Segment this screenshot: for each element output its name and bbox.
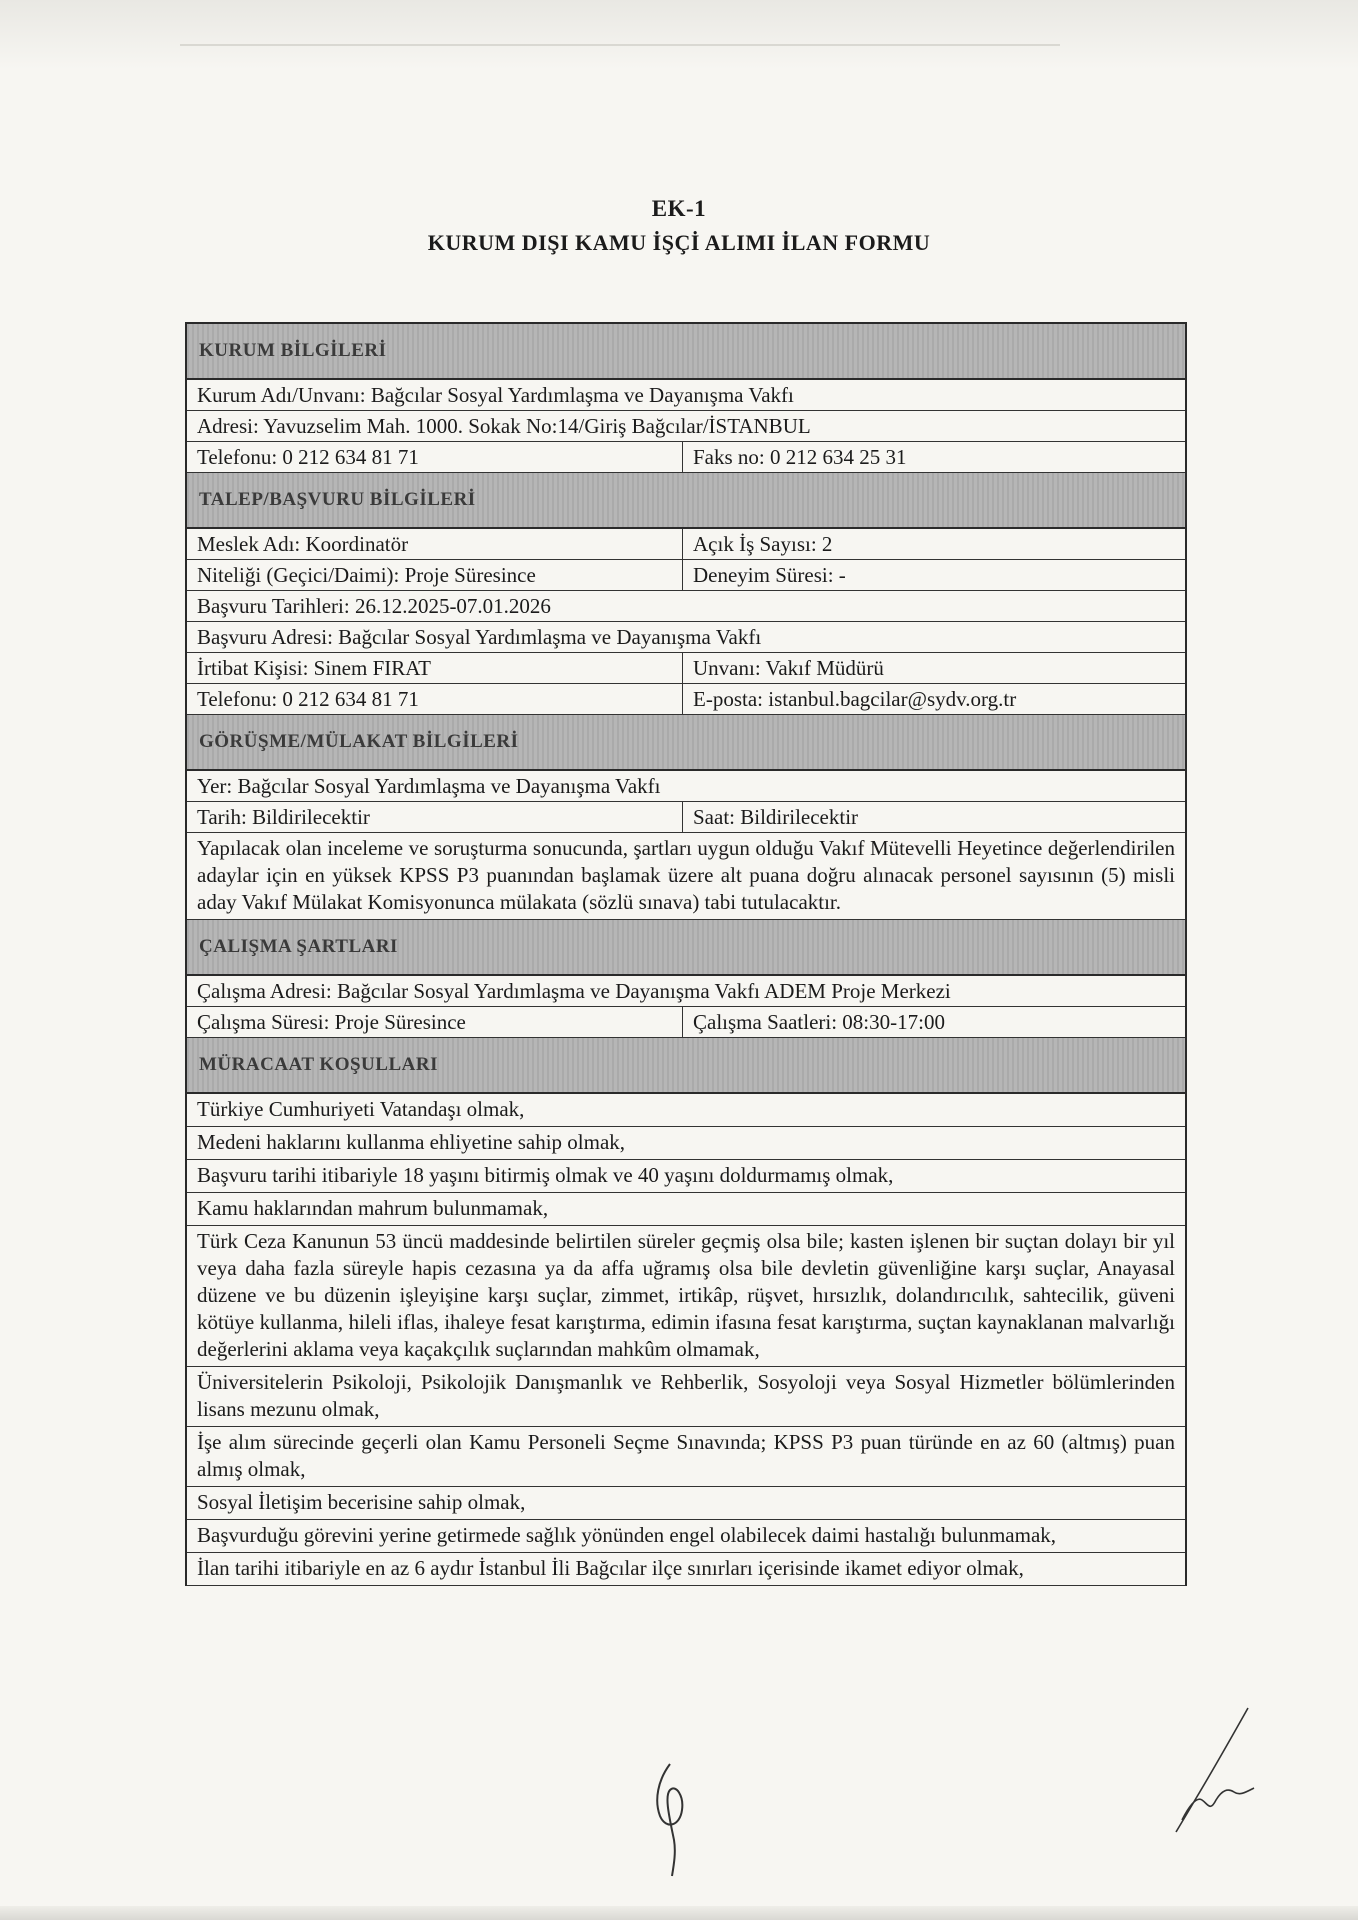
form-row-apply-address	[187, 622, 1185, 653]
condition-item: Kamu haklarından mahrum bulunmamak,	[187, 1193, 1185, 1226]
institution-name: Kurum Adı/Unvanı: Bağcılar Sosyal Yardımlaşma ve Dayanışma Vakfı	[197, 383, 794, 407]
section-header-muracaat: MÜRACAAT KOŞULLARI	[187, 1038, 1185, 1094]
contact-email: E-posta: istanbul.bagcilar@sydv.org.tr	[693, 687, 1017, 711]
experience-duration: Deneyim Süresi: -	[693, 563, 846, 587]
institution-fax: Faks no: 0 212 634 25 31	[693, 445, 907, 469]
job-nature: Niteliği (Geçici/Daimi): Proje Süresince	[187, 560, 683, 590]
condition-item: Medeni haklarını kullanma ehliyetine sahip olmak,	[187, 1127, 1185, 1160]
condition-item: Türk Ceza Kanunun 53 üncü maddesinde belirtilen süreler geçmiş olsa bile; kasten işlenen bir suçtan dolayı bir yıl veya daha fazla süreyle hapis cezasına ya da affa uğramış olsa bile devletin güvenliğine karşı suçlar, Anayasal düzene ve bu düzenin işleyişine karşı suçlar, zimmet, irtikâp, rüşvet, hırsızlık, dolandırıcılık, sahtecilik, güveni kötüye kullanma, hileli iflas, ihaleye fesat karıştırma, edimin ifasına fesat karıştırma, suçtan kaynaklanan malvarlığı değerlerini aklama veya kaçakçılık suçlarından mahkûm olmamak,	[187, 1226, 1185, 1367]
section-header-kurum: KURUM BİLGİLERİ	[187, 324, 1185, 380]
scan-artifact-line	[180, 44, 1060, 46]
condition-item: Türkiye Cumhuriyeti Vatandaşı olmak,	[187, 1094, 1185, 1127]
work-hours: Çalışma Saatleri: 08:30-17:00	[693, 1010, 945, 1034]
condition-item: İlan tarihi itibariyle en az 6 aydır İstanbul İli Bağcılar ilçe sınırları içerisinde ikamet ediyor olmak,	[187, 1553, 1185, 1586]
form-row-institution-address	[187, 411, 1185, 442]
interview-date: Tarih: Bildirilecektir	[187, 802, 683, 832]
form-row-dates	[187, 591, 1185, 622]
section-header-calisma: ÇALIŞMA ŞARTLARI	[187, 920, 1185, 976]
open-positions: Açık İş Sayısı: 2	[693, 532, 833, 556]
institution-phone: Telefonu: 0 212 634 81 71	[187, 442, 683, 472]
condition-item: Üniversitelerin Psikoloji, Psikolojik Danışmanlık ve Rehberlik, Sosyoloji veya Sosyal Hizmetler bölümlerinden lisans mezunu olmak,	[187, 1367, 1185, 1427]
work-duration: Çalışma Süresi: Proje Süresince	[187, 1007, 683, 1037]
form-row-work-duration	[187, 1007, 1185, 1038]
institution-address: Adresi: Yavuzselim Mah. 1000. Sokak No:14/Giriş Bağcılar/İSTANBUL	[197, 414, 811, 438]
condition-item: Sosyal İletişim becerisine sahip olmak,	[187, 1487, 1185, 1520]
interview-time: Saat: Bildirilecektir	[693, 805, 859, 829]
page-bottom-edge	[0, 1906, 1358, 1920]
form-row-work-address	[187, 976, 1185, 1007]
signature-mark-right	[1130, 1700, 1280, 1850]
section-header-gorusme: GÖRÜŞME/MÜLAKAT BİLGİLERİ	[187, 715, 1185, 771]
work-address: Çalışma Adresi: Bağcılar Sosyal Yardımlaşma ve Dayanışma Vakfı ADEM Proje Merkezi	[197, 979, 951, 1003]
document-title: KURUM DIŞI KAMU İŞÇİ ALIMI İLAN FORMU	[427, 230, 931, 255]
condition-item: Başvuru tarihi itibariyle 18 yaşını bitirmiş olmak ve 40 yaşını doldurmamış olmak,	[187, 1160, 1185, 1193]
form-row-institution-contact	[187, 442, 1185, 473]
contact-title: Unvanı: Vakıf Müdürü	[693, 656, 884, 680]
section-header-talep: TALEP/BAŞVURU BİLGİLERİ	[187, 473, 1185, 529]
scan-top-shadow	[0, 0, 1358, 70]
interview-description: Yapılacak olan inceleme ve soruşturma sonucunda, şartları uygun olduğu Vakıf Mütevelli Heyetince değerlendirilen adaylar için en yüksek KPSS P3 puanından başlamak üzere alt puana doğru alınacak personel sayısının (5) misli aday Vakıf Mülakat Komisyonunca mülakata (sözlü sınava) tabi tutulacaktır.	[187, 833, 1185, 920]
form-row-contact-person	[187, 653, 1185, 684]
form-row-nature	[187, 560, 1185, 591]
initials-mark-bottom	[640, 1760, 710, 1880]
condition-item: Başvurduğu görevini yerine getirmede sağlık yönünden engel olabilecek daimi hastalığı bulunmamak,	[187, 1520, 1185, 1553]
interview-place: Yer: Bağcılar Sosyal Yardımlaşma ve Dayanışma Vakfı	[197, 774, 661, 798]
profession-name: Meslek Adı: Koordinatör	[187, 529, 683, 559]
contact-person: İrtibat Kişisi: Sinem FIRAT	[187, 653, 683, 683]
form-row-interview-place	[187, 771, 1185, 802]
document-code: EK-1	[651, 196, 707, 221]
application-address: Başvuru Adresi: Bağcılar Sosyal Yardımlaşma ve Dayanışma Vakfı	[197, 625, 762, 649]
form-row-interview-time	[187, 802, 1185, 833]
form-row-contact-phone	[187, 684, 1185, 715]
condition-item: İşe alım sürecinde geçerli olan Kamu Personeli Seçme Sınavında; KPSS P3 puan türünde en az 60 (altmış) puan almış olmak,	[187, 1427, 1185, 1487]
form-row-profession	[187, 529, 1185, 560]
form-row-institution-name	[187, 380, 1185, 411]
application-dates: Başvuru Tarihleri: 26.12.2025-07.01.2026	[197, 594, 551, 618]
contact-phone: Telefonu: 0 212 634 81 71	[187, 684, 683, 714]
announcement-form	[185, 322, 1187, 1586]
